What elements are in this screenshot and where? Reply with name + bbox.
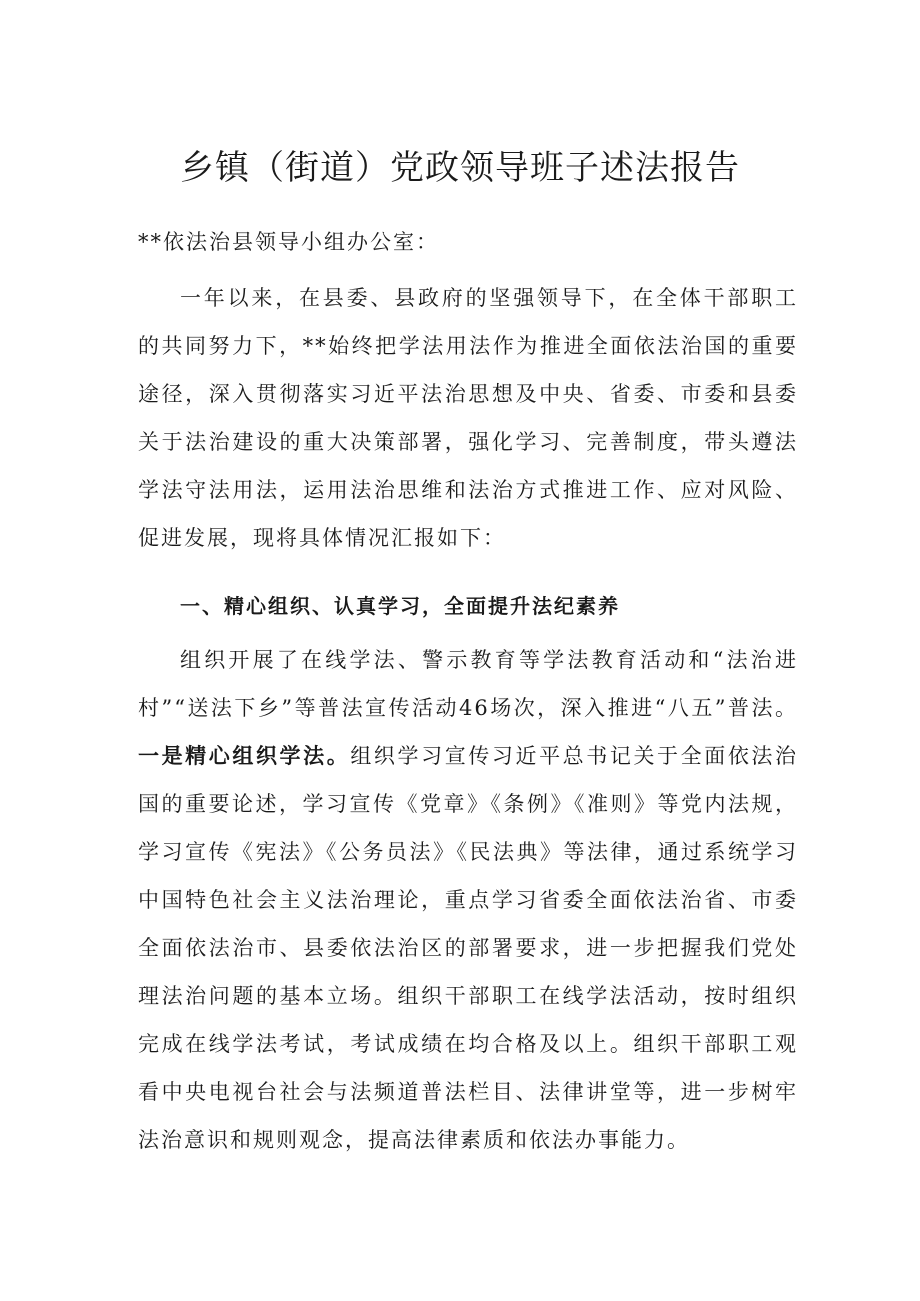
paragraph-continuation: 组织学习宣传习近平总书记关于全面依法治国的重要论述，学习宣传《党章》《条例》《准则》等党内法规，学习宣传《宪法》《公务员法》《民法典》等法律，通过系统学习中国特色社会主义法治理论，重点学习省委全面依法治省、市委全面依法治市、县委依法治区的部署要求，进一步把握我们党处理法治问题的基本立场。组织干部职工在线学法活动，按时组织完成在线学法考试，考试成绩在均合格及以上。组织干部职工观看中央电视台社会与法频道普法栏目、法律讲堂等，进一步树牢法治意识和规则观念，提高法律素质和依法办事能力。 [138, 744, 799, 1152]
section-1-paragraph [138, 636, 798, 1164]
bold-lead-phrase: 一是精心组织学法。 [138, 744, 351, 768]
document-title: 乡镇（街道）党政领导班子述法报告 [180, 148, 740, 188]
paragraph-opening: 组织开展了在线学法、警示教育等学法教育活动和“法治进村”“送法下乡”等普法宣传活动46场次，深入推进“八五”普法。 [138, 648, 798, 720]
intro-paragraph: 一年以来，在县委、县政府的坚强领导下，在全体干部职工的共同努力下，**始终把学法用法作为推进全面依法治国的重要途径，深入贯彻落实习近平法治思想及中央、省委、市委和县委关于法治建设的重大决策部署，强化学习、完善制度，带头遵法学法守法用法，运用法治思维和法治方式推进工作、应对风险、促进发展，现将具体情况汇报如下： [138, 286, 798, 550]
section-heading-1: 一、精心组织、认真学习，全面提升法纪素养 [180, 594, 620, 618]
salutation: **依法治县领导小组办公室： [138, 230, 439, 254]
